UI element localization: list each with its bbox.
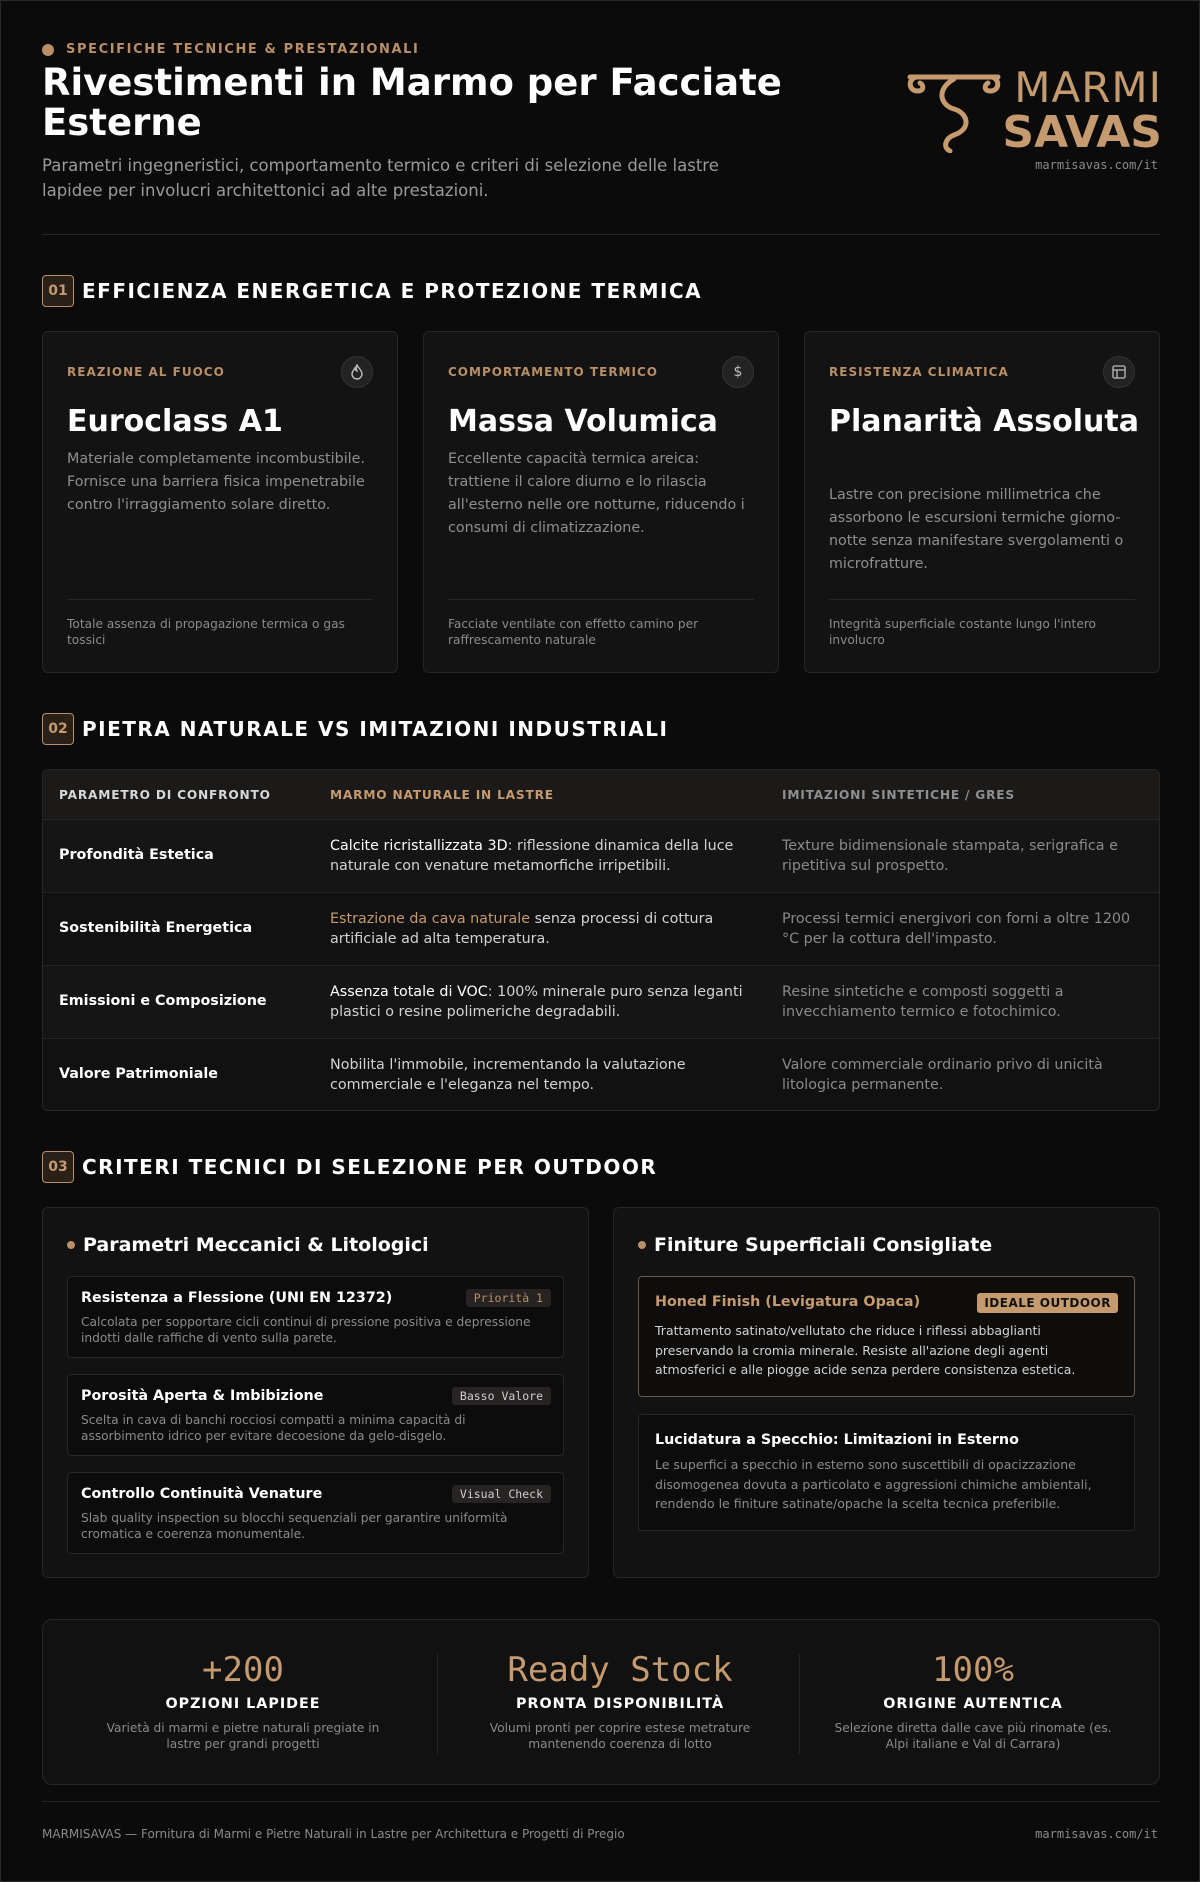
table-row xyxy=(43,966,1159,1039)
finish-description: Le superfici a specchio in esterno sono suscettibili di opacizzazione disomogenea dovuta a particolato e aggressioni chimiche ambientali, rendendo le finiture satinate/opache la scelta tecnica preferibile. xyxy=(655,1457,1092,1511)
stats-panel xyxy=(42,1619,1160,1785)
marble-text: senza processi di cottura artificiale ad alta temperatura. xyxy=(330,911,714,947)
mechanical-parameters-panel xyxy=(42,1207,589,1578)
criterion-description: Slab quality inspection su blocchi sequenziali per garantire uniformità cromatica e coerenza monumentale. xyxy=(81,1511,508,1541)
card-title: Euroclass A1 xyxy=(67,404,283,439)
footer-text: MARMISAVAS — Fornitura di Marmi e Pietre Naturali in Lastre per Architettura e Progetti di Pregio xyxy=(42,1827,625,1841)
card-fire-reaction xyxy=(42,331,398,673)
header-divider xyxy=(42,234,1160,235)
marble-highlight: Calcite ricristallizzata 3D xyxy=(330,838,508,854)
criterion-name: Porosità Aperta & Imbibizione xyxy=(81,1388,324,1404)
flame-icon xyxy=(341,356,373,388)
section-number: 03 xyxy=(42,1151,74,1183)
finish-name: Honed Finish (Levigatura Opaca) xyxy=(655,1294,921,1310)
surface-finishes-panel xyxy=(613,1207,1160,1578)
criterion-item xyxy=(67,1374,564,1456)
section-title: EFFICIENZA ENERGETICA E PROTEZIONE TERMICA xyxy=(82,279,703,303)
row-imitation: Resine sintetiche e composti soggetti a invecchiamento termico e fotochimico. xyxy=(782,984,1064,1020)
panel-title-text: Parametri Meccanici & Litologici xyxy=(83,1234,429,1256)
stat-options xyxy=(73,1620,413,1786)
finish-honed xyxy=(638,1276,1135,1397)
eyebrow xyxy=(42,42,419,57)
card-climate-resistance xyxy=(804,331,1160,673)
finish-name: Lucidatura a Specchio: Limitazioni in Esterno xyxy=(655,1432,1019,1448)
brand-logo[interactable] xyxy=(906,63,1162,158)
marble-text: : 100% minerale puro senza leganti plastici o resine polimeriche degradabili. xyxy=(330,984,743,1020)
panel-title xyxy=(638,1234,992,1256)
stat-origin xyxy=(803,1620,1143,1786)
stat-description: Volumi pronti per coprire estese metrature mantenendo coerenza di lotto xyxy=(489,1721,751,1751)
table-header xyxy=(43,770,1159,820)
check-tag: Visual Check xyxy=(452,1485,551,1503)
section-number: 02 xyxy=(42,713,74,745)
layout-icon xyxy=(1103,356,1135,388)
page-subtitle: Parametri ingegneristici, comportamento termico e criteri di selezione delle lastre lapidee per involucri architettonici ad alte prestazioni. xyxy=(42,156,719,200)
bullet-dot xyxy=(67,1241,75,1249)
criterion-name: Resistenza a Flessione (UNI EN 12372) xyxy=(81,1290,393,1306)
section-title: CRITERI TECNICI DI SELEZIONE PER OUTDOOR xyxy=(82,1155,658,1179)
stat-value: +200 xyxy=(202,1650,284,1690)
stat-label: PRONTA DISPONIBILITÀ xyxy=(515,1696,725,1712)
card-description: Lastre con precisione millimetrica che assorbono le escursioni termiche giorno-notte senza manifestare svergolamenti o microfratture. xyxy=(829,487,1124,572)
table-row xyxy=(43,893,1159,966)
card-divider xyxy=(829,599,1135,600)
finish-description: Trattamento satinato/vellutato che riduce i riflessi abbaglianti preservando la cromia minerale. Resiste all'azione degli agenti atmosferici e alle piogge acide senza perdere consistenza estetica. xyxy=(655,1323,1076,1377)
card-title: Planarità Assoluta xyxy=(829,404,1139,439)
eyebrow-text: SPECIFICHE TECNICHE & PRESTAZIONALI xyxy=(66,42,420,57)
logo-word-marmi: MARMI xyxy=(1014,63,1162,112)
bullet-dot xyxy=(638,1241,646,1249)
criterion-item xyxy=(67,1276,564,1358)
card-description: Materiale completamente incombustibile. Fornisce una barriera fisica impenetrabile contro l'irraggiamento solare diretto. xyxy=(67,451,365,513)
section-heading-01 xyxy=(42,275,702,307)
ideal-outdoor-badge: IDEALE OUTDOOR xyxy=(977,1293,1118,1313)
row-imitation: Valore commerciale ordinario privo di unicità litologica permanente. xyxy=(782,1057,1103,1093)
footer-divider xyxy=(42,1801,1160,1802)
row-marble xyxy=(330,836,750,876)
card-footer: Totale assenza di propagazione termica o gas tossici xyxy=(67,617,345,647)
column-header-imitation: IMITAZIONI SINTETICHE / GRES xyxy=(782,788,1016,802)
card-divider xyxy=(448,599,754,600)
value-tag: Basso Valore xyxy=(452,1387,551,1405)
card-thermal-behavior xyxy=(423,331,779,673)
stat-description: Selezione diretta dalle cave più rinomate (es. Alpi italiane e Val di Carrara) xyxy=(834,1721,1112,1751)
column-header-marble: MARMO NATURALE IN LASTRE xyxy=(330,788,554,802)
stat-divider xyxy=(437,1654,438,1754)
stat-label: OPZIONI LAPIDEE xyxy=(165,1696,321,1712)
section-title: PIETRA NATURALE VS IMITAZIONI INDUSTRIALI xyxy=(82,717,669,741)
column-header-parameter: PARAMETRO DI CONFRONTO xyxy=(59,788,271,802)
row-marble xyxy=(330,982,750,1022)
criterion-description: Calcolata per sopportare cicli continui di pressione positiva e depressione indotti dalle raffiche di vento sulla parete. xyxy=(81,1315,531,1345)
card-label: RESISTENZA CLIMATICA xyxy=(829,365,1009,379)
row-marble: Nobilita l'immobile, incrementando la valutazione commerciale e l'eleganza nel tempo. xyxy=(330,1057,686,1093)
finish-mirror-polish xyxy=(638,1414,1135,1531)
dollar-icon: $ xyxy=(722,356,754,388)
criterion-description: Scelta in cava di banchi rocciosi compatti a minima capacità di assorbimento idrico per evitare decoesione da gelo-disgelo. xyxy=(81,1413,466,1443)
eyebrow-dot xyxy=(42,44,54,56)
stat-value: 100% xyxy=(932,1650,1014,1690)
stat-label: ORIGINE AUTENTICA xyxy=(883,1696,1063,1712)
card-label: COMPORTAMENTO TERMICO xyxy=(448,365,658,379)
card-footer: Facciate ventilate con effetto camino per raffrescamento naturale xyxy=(448,617,699,647)
row-imitation: Texture bidimensionale stampata, serigrafica e ripetitiva sul prospetto. xyxy=(782,838,1118,874)
table-row xyxy=(43,1039,1159,1111)
row-parameter: Profondità Estetica xyxy=(59,847,214,863)
stat-divider xyxy=(799,1654,800,1754)
section-number: 01 xyxy=(42,275,74,307)
marble-highlight: Estrazione da cava naturale xyxy=(330,911,531,927)
row-marble xyxy=(330,909,750,949)
page-title: Rivestimenti in Marmo per Facciate Esterne xyxy=(42,61,782,144)
stat-description: Varietà di marmi e pietre naturali pregiate in lastre per grandi progetti xyxy=(106,1721,380,1751)
comparison-table xyxy=(42,769,1160,1111)
card-footer: Integrità superficiale costante lungo l'intero involucro xyxy=(829,617,1097,647)
card-description: Eccellente capacità termica areica: trattiene il calore diurno e lo rilascia all'esterno nelle ore notturne, riducendo i consumi di climatizzazione. xyxy=(448,451,745,536)
marble-highlight: Assenza totale di VOC xyxy=(330,984,488,1000)
footer-url[interactable]: marmisavas.com/it xyxy=(1035,1827,1158,1841)
stat-availability xyxy=(440,1620,800,1786)
stat-value: Ready Stock xyxy=(507,1650,733,1690)
section-heading-02 xyxy=(42,713,668,745)
panel-title xyxy=(67,1234,429,1256)
table-row xyxy=(43,820,1159,893)
row-parameter: Sostenibilità Energetica xyxy=(59,920,253,936)
section-heading-03 xyxy=(42,1151,657,1183)
row-parameter: Emissioni e Composizione xyxy=(59,993,267,1009)
logo-url[interactable]: marmisavas.com/it xyxy=(1035,158,1158,172)
marble-text: : riflessione dinamica della luce naturale con venature metamorfiche irripetibili. xyxy=(330,838,734,874)
criterion-name: Controllo Continuità Venature xyxy=(81,1486,323,1502)
card-title: Massa Volumica xyxy=(448,404,718,439)
criterion-item xyxy=(67,1472,564,1554)
logo-word-savas: SAVAS xyxy=(1002,107,1162,158)
card-divider xyxy=(67,599,373,600)
row-parameter: Valore Patrimoniale xyxy=(59,1066,218,1082)
panel-title-text: Finiture Superficiali Consigliate xyxy=(654,1234,993,1256)
column-logo-icon xyxy=(906,71,1002,153)
card-label: REAZIONE AL FUOCO xyxy=(67,365,225,379)
priority-tag: Priorità 1 xyxy=(466,1289,551,1307)
row-imitation: Processi termici energivori con forni a oltre 1200 °C per la cottura dell'impasto. xyxy=(782,911,1131,947)
